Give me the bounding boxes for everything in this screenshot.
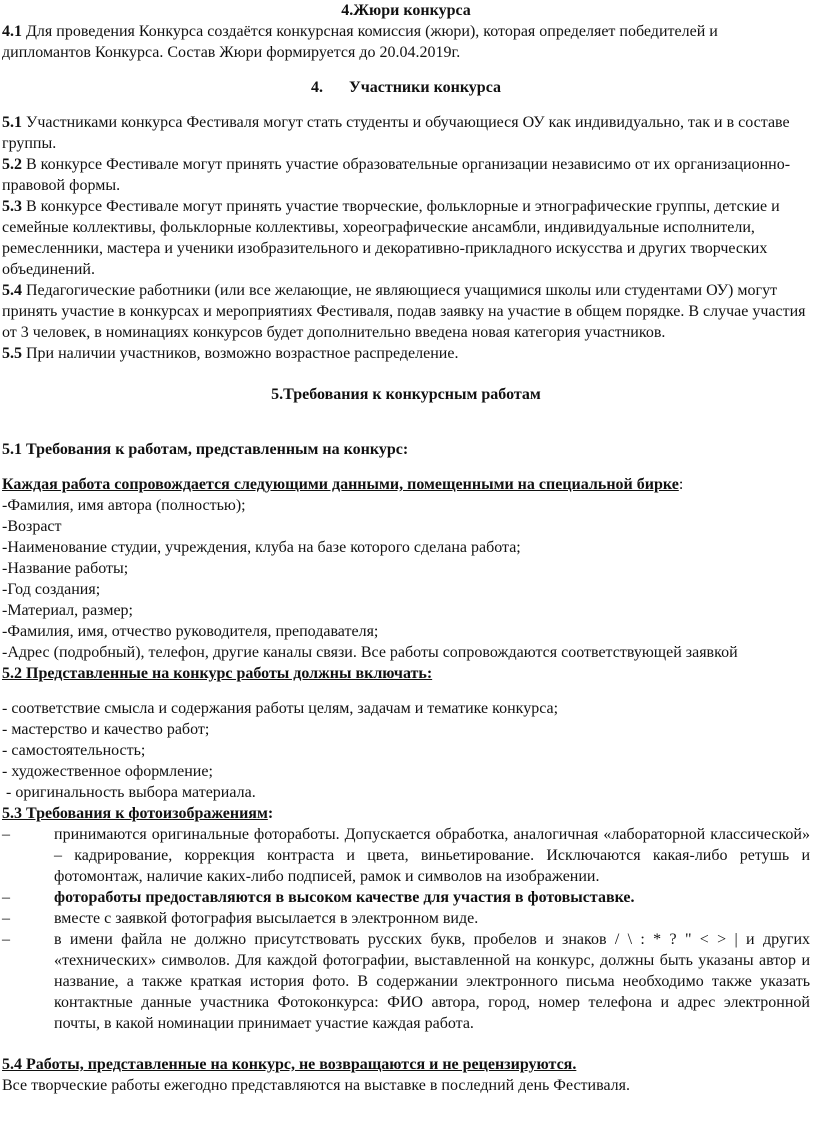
- include-item: - художественное оформление;: [2, 763, 213, 780]
- item-text: При наличии участников, возможно возрастное распределение.: [22, 345, 459, 362]
- paragraph-4-1: [2, 21, 810, 63]
- subsection-title-text: 5.1 Требования к работам, представленным на конкурс:: [2, 441, 409, 458]
- subsection-title-colon: :: [267, 805, 274, 822]
- participants-title-text: Участники конкурса: [348, 79, 501, 96]
- subsection-5-1-title: [2, 439, 810, 460]
- label-intro: [2, 474, 810, 495]
- label-item: -Фамилия, имя автора (полностью);: [2, 497, 246, 514]
- label-items-list: [2, 495, 810, 663]
- participant-item: [2, 196, 810, 280]
- include-item: - самостоятельность;: [2, 742, 146, 759]
- label-item: -Год создания;: [2, 581, 101, 598]
- requirement-text: в имени файла не должно присутствовать русских букв, пробелов и знаков / \ : * ? " < > | и других «технических» символов. Для каждой фотографии, выставленной на конкурс, должны быть указаны автор и название, а также краткая история фото. В содержании электронного письма необходимо также указать контактные данные участника Фотоконкурса: ФИО автора, город, номер телефона и адрес электронной почты, в какой номинации принимает участие каждая работа.: [54, 931, 810, 1032]
- participants-title: [2, 77, 810, 98]
- participant-item: [2, 112, 810, 154]
- item-number: 5.3: [2, 198, 22, 215]
- label-item: -Название работы;: [2, 560, 129, 577]
- label-item: -Фамилия, имя, отчество руководителя, преподавателя;: [2, 623, 379, 640]
- requirement-text: принимаются оригинальные фотоработы. Допускается обработка, аналогичная «лабораторной классической» – кадрирование, коррекция контраста и цвета, виньетирование. Исключаются какая-либо ретушь и фотомонтаж, наличие каких-либо подписей, рамок и символов на изображении.: [54, 826, 810, 885]
- item-text: Участниками конкурса Фестиваля могут стать студенты и обучающиеся ОУ как индивидуально, так и в составе группы.: [2, 114, 790, 152]
- item-number: 5.2: [2, 156, 22, 173]
- include-item: - оригинальность выбора материала.: [2, 784, 256, 801]
- include-items-list: [2, 698, 810, 803]
- item-number: 5.4: [2, 282, 22, 299]
- paragraph-text: Для проведения Конкурса создаётся конкурсная комиссия (жюри), которая определяет победителей и дипломантов Конкурса. Состав Жюри формируется до 20.04.2019г.: [2, 23, 718, 61]
- final-paragraph: Все творческие работы ежегодно представляются на выставке в последний день Фестиваля.: [2, 1077, 631, 1094]
- item-text: В конкурсе Фестивале могут принять участие творческие, фольклорные и этнографические группы, детские и семейные коллективы, фольклорные коллективы, хореографические ансамбли, индивидуальные исполнители, ремесленники, мастера и ученики изобразительного и декоративно-прикладного искусства и других творческих объединений.: [2, 198, 780, 278]
- label-item: -Материал, размер;: [2, 602, 133, 619]
- subsection-5-3-title: [2, 803, 810, 824]
- dash-marker: –: [2, 826, 10, 843]
- photo-requirement: [2, 929, 810, 1034]
- dash-marker: –: [2, 931, 10, 948]
- participants-title-number: 4.: [310, 79, 323, 96]
- item-text: В конкурсе Фестивале могут принять участие образовательные организации независимо от их организационно-правовой формы.: [2, 156, 791, 194]
- participants-list: [2, 112, 810, 364]
- photo-requirement: [2, 824, 810, 887]
- item-text: Педагогические работники (или все желающие, не являющиеся учащимися школы или студентами ОУ) могут принять участие в конкурсах и мероприятиях Фестиваля, подав заявку на участие в общем порядке. В случае участия от 3 человек, в номинациях конкурсов будет дополнительно введена новая категория участников.: [2, 282, 806, 341]
- label-item: -Наименование студии, учреждения, клуба на базе которого сделана работа;: [2, 539, 521, 556]
- label-item: -Возраст: [2, 518, 62, 535]
- participant-item: [2, 280, 810, 343]
- subsection-5-4-title: [2, 1054, 810, 1075]
- label-item: -Адрес (подробный), телефон, другие каналы связи. Все работы сопровождаются соответствующей заявкой: [2, 644, 738, 661]
- dash-marker: –: [2, 889, 10, 906]
- requirement-text: вместе с заявкой фотография высылается в электронном виде.: [54, 910, 479, 927]
- include-item: - соответствие смысла и содержания работы целям, задачам и тематике конкурса;: [2, 700, 559, 717]
- subsection-5-2-title: [2, 663, 810, 684]
- include-item: - мастерство и качество работ;: [2, 721, 210, 738]
- photo-requirement: [2, 908, 810, 929]
- participant-item: [2, 154, 810, 196]
- section-4-title: 4.Жюри конкурса: [341, 2, 471, 19]
- participant-item: [2, 343, 810, 364]
- subsection-title-text: 5.4 Работы, представленные на конкурс, не возвращаются и не рецензируются.: [2, 1056, 577, 1073]
- dash-marker: –: [2, 910, 10, 927]
- label-intro-text: Каждая работа сопровождается следующими данными, помещенными на специальной бирке: [2, 476, 679, 493]
- subsection-title-text: 5.3 Требования к фотоизображениям: [2, 805, 268, 822]
- item-number: 5.1: [2, 114, 22, 131]
- subsection-title-text: 5.2 Представленные на конкурс работы должны включать:: [2, 665, 433, 682]
- requirement-text: фотоработы предоставляются в высоком качестве для участия в фотовыставке.: [54, 889, 635, 906]
- section-5-title: 5.Требования к конкурсным работам: [271, 386, 541, 403]
- label-intro-colon: :: [678, 476, 684, 493]
- photo-requirements-list: [2, 824, 810, 1034]
- paragraph-number: 4.1: [2, 23, 22, 40]
- photo-requirement: [2, 887, 810, 908]
- item-number: 5.5: [2, 345, 22, 362]
